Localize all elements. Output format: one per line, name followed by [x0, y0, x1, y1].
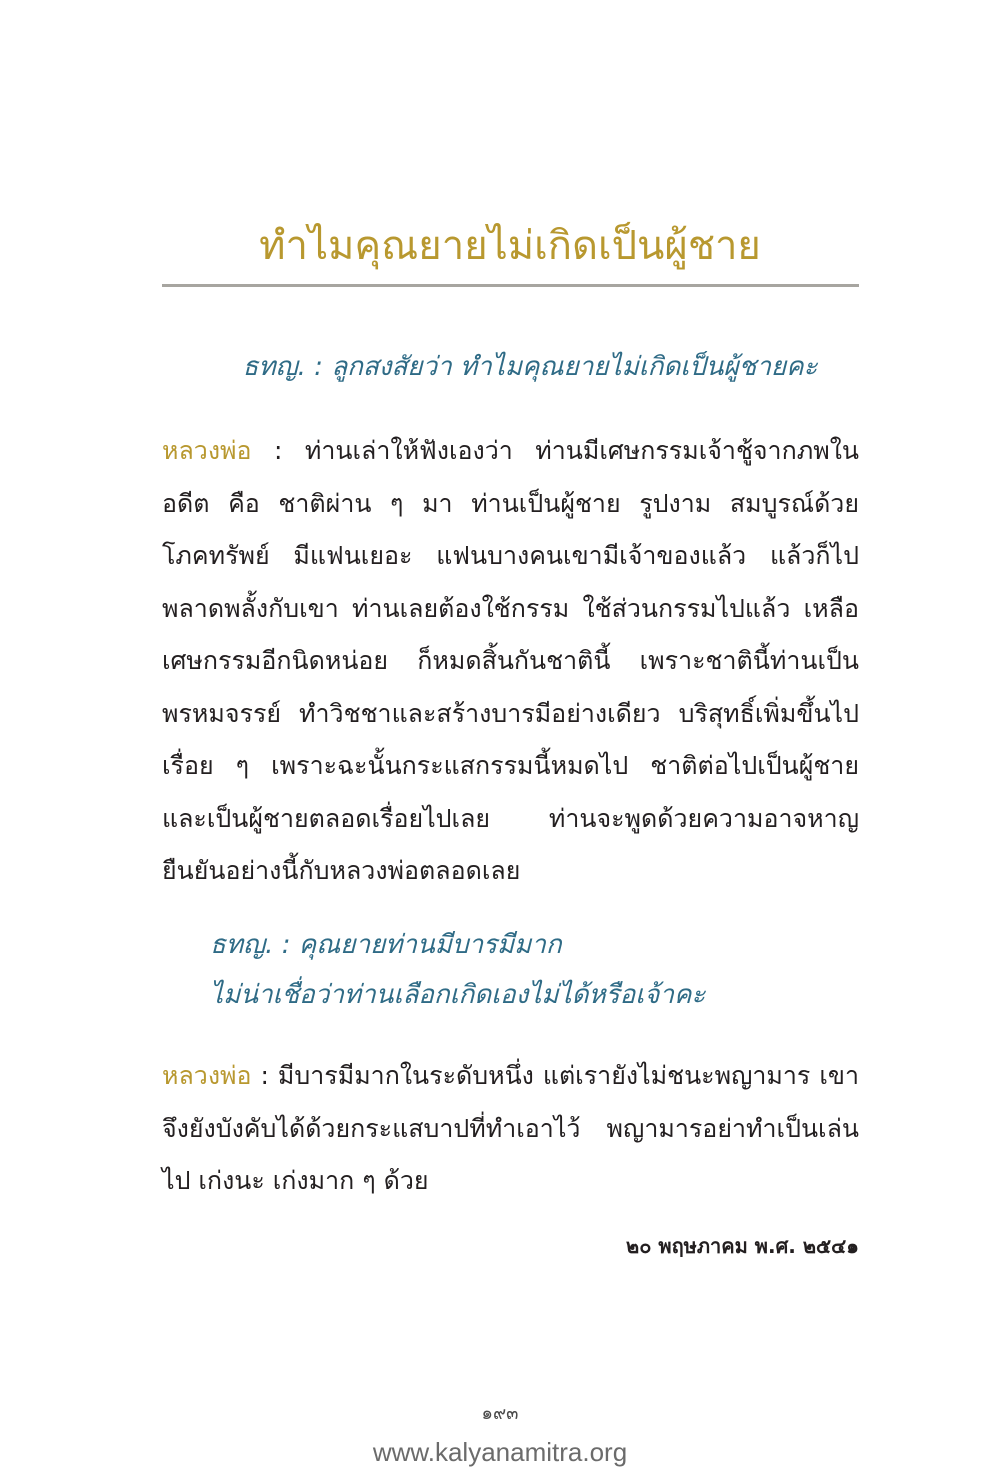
answer-2-text: : มีบารมีมากในระดับหนึ่ง แต่เรายังไม่ชนะพญามาร เขาจึงยังบังคับได้ด้วยกระแสบาปที่ทำเอาไว้ พญามารอย่าทำเป็นเล่นไป เก่งนะ เก่งมาก ๆ ด้วย [162, 1061, 859, 1195]
question-2 [210, 920, 860, 1020]
date-line: ๒๐ พฤษภาคม พ.ศ. ๒๕๔๑ [626, 1234, 859, 1258]
question-2-line-2: ไม่น่าเชื่อว่าท่านเลือกเกิดเองไม่ได้หรือเจ้าคะ [210, 980, 706, 1010]
answer-2 [162, 1050, 859, 1208]
page-title: ทำไมคุณยายไม่เกิดเป็นผู้ชาย [259, 223, 761, 269]
title-divider [162, 284, 859, 287]
speaker-label: หลวงพ่อ [162, 1061, 252, 1090]
question-1: ธทญ. : ลูกสงสัยว่า ทำไมคุณยายไม่เกิดเป็นผู้ชายคะ [242, 352, 818, 382]
answer-1-text: : ท่านเล่าให้ฟังเองว่า ท่านมีเศษกรรมเจ้าชู้จากภพในอดีต คือ ชาติผ่าน ๆ มา ท่านเป็นผู้ชาย รูปงาม สมบูรณ์ด้วยโภคทรัพย์ มีแฟนเยอะ แฟนบางคนเขามีเจ้าของแล้ว แล้วก็ไปพลาดพลั้งกับเขา ท่านเลยต้องใช้กรรม ใช้ส่วนกรรมไปแล้ว เหลือเศษกรรมอีกนิดหน่อย ก็หมดสิ้นกันชาตินี้ เพราะชาตินี้ท่านเป็นพรหมจรรย์ ทำวิชชาและสร้างบารมีอย่างเดียว บริสุทธิ์เพิ่มขึ้นไปเรื่อย ๆ เพราะฉะนั้นกระแสกรรมนี้หมดไป ชาติต่อไปเป็นผู้ชายและเป็นผู้ชายตลอดเรื่อยไปเลย ท่านจะพูดด้วยความอาจหาญยืนยันอย่างนี้กับหลวงพ่อตลอดเลย [162, 436, 859, 885]
answer-1 [162, 425, 859, 898]
footer-url: www.kalyanamitra.org [372, 1437, 628, 1467]
question-2-line-1: ธทญ. : คุณยายท่านมีบารมีมาก [210, 930, 562, 960]
speaker-label: หลวงพ่อ [162, 436, 252, 465]
page-number: ๑๙๓ [481, 1403, 519, 1424]
